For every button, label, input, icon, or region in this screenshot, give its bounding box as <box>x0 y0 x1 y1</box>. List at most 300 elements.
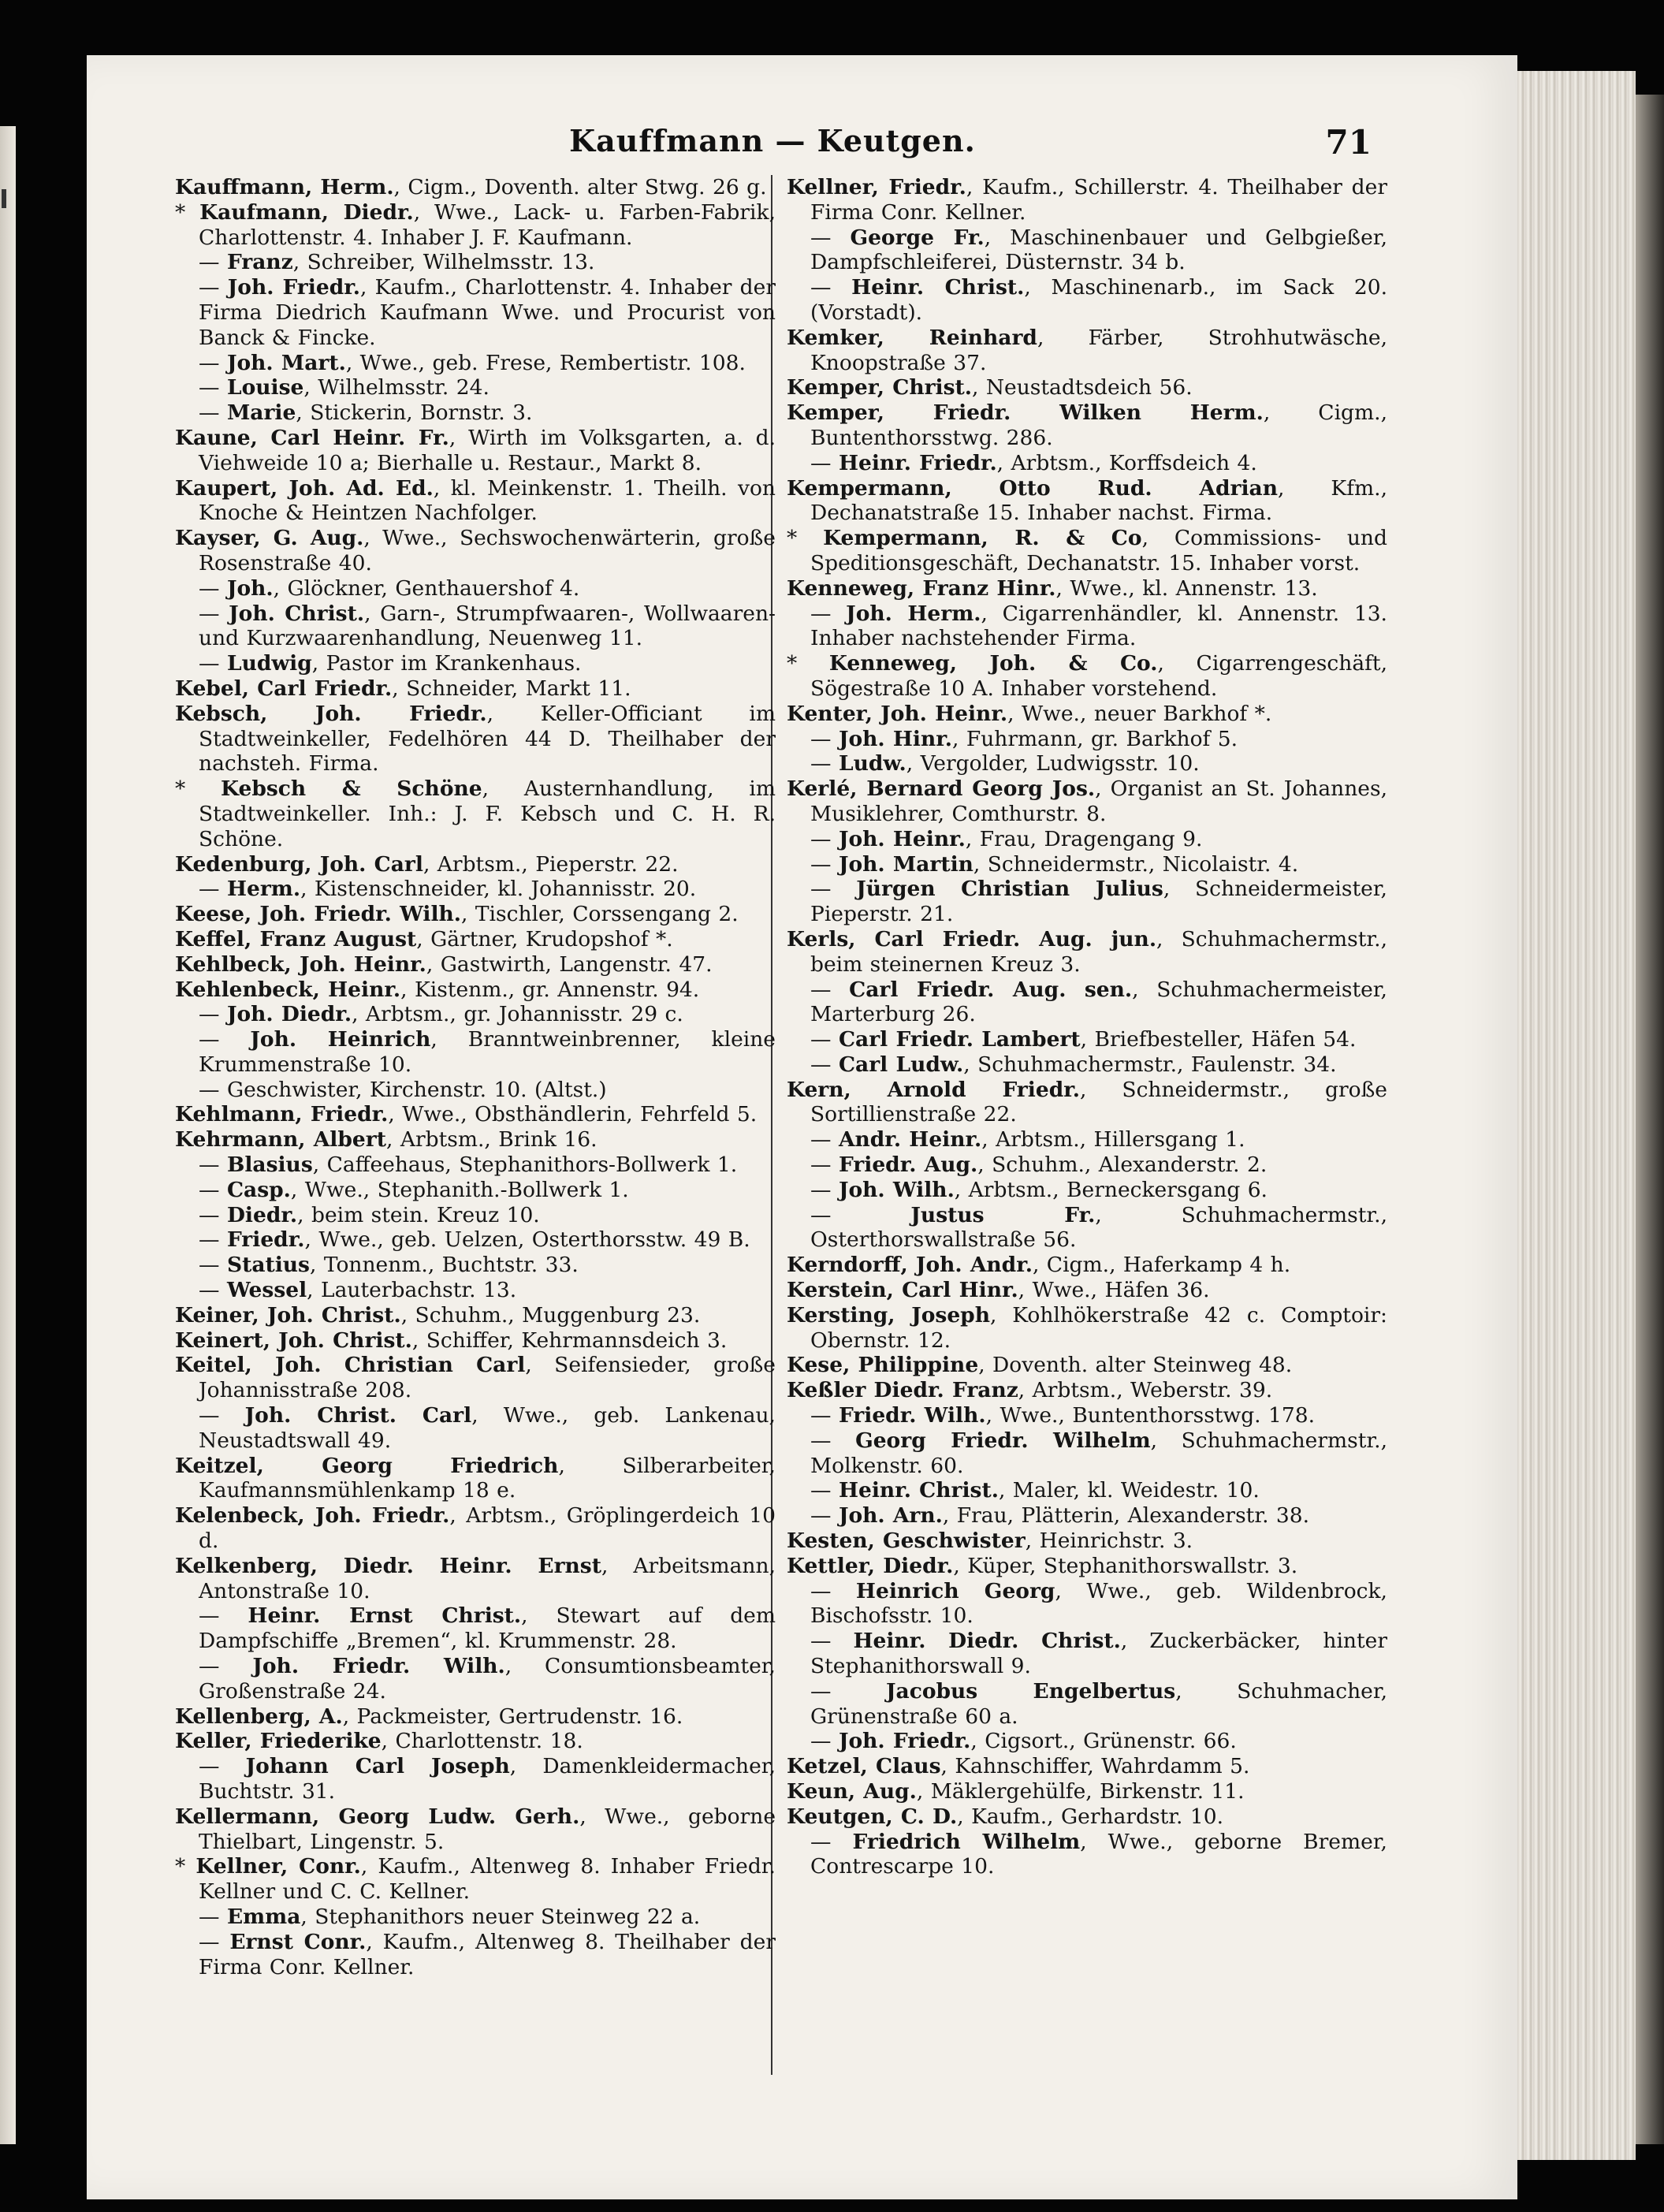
entry-lead: — <box>810 1829 853 1854</box>
entry-detail: , Wwe., Obsthändlerin, Fehrfeld 5. <box>388 1102 758 1127</box>
directory-entry <box>787 1178 1387 1203</box>
directory-entry <box>787 727 1387 752</box>
entry-lead: — <box>810 1729 839 1754</box>
entry-detail: , Schuhmachermstr., Molkenstr. 60. <box>810 1428 1387 1478</box>
directory-entry <box>787 702 1387 727</box>
entry-detail: , Wilhelmsstr. 24. <box>303 375 490 400</box>
entry-name: Joh. Diedr. <box>226 1002 352 1027</box>
directory-entry <box>175 1102 776 1127</box>
facing-page-edge <box>0 126 16 2144</box>
entry-name: Marie <box>226 400 296 426</box>
entry-detail: , Arbtsm., Weberstr. 39. <box>1018 1378 1273 1403</box>
entry-name: Kebel, Carl Friedr. <box>175 676 393 701</box>
entry-lead: — <box>199 1202 227 1227</box>
entry-name: George Fr. <box>850 225 985 250</box>
directory-entry <box>787 601 1387 652</box>
entry-name: Joh. Martin <box>838 851 973 877</box>
entry-name: Kaupert, Joh. Ad. Ed. <box>175 475 434 501</box>
directory-entry <box>175 1729 776 1754</box>
directory-entry <box>175 601 776 652</box>
entry-name: Kaufmann, Diedr. <box>199 199 414 225</box>
entry-name: Joh. Friedr. <box>227 275 360 300</box>
header-title: Kauffmann — Keutgen. <box>569 123 976 158</box>
entry-name: Heinrich Georg <box>855 1578 1055 1603</box>
entry-lead: — <box>810 1202 911 1227</box>
entry-detail: , Färber, Strohhutwäsche, Knoopstraße 37. <box>810 325 1387 375</box>
entry-lead: — <box>810 1578 856 1603</box>
directory-entry <box>787 1203 1387 1253</box>
entry-lead: — <box>199 877 227 902</box>
directory-entry <box>787 751 1387 776</box>
entry-lead: — <box>810 1403 839 1428</box>
directory-entry <box>175 902 776 927</box>
page-edges <box>1517 71 1636 2160</box>
entry-name: Kerndorff, Joh. Andr. <box>787 1253 1033 1278</box>
entry-name: Kempermann, Otto Rud. Adrian <box>787 475 1278 501</box>
entry-name: Carl Friedr. Aug. sen. <box>849 977 1133 1002</box>
entry-detail: , Wwe., geb. Frese, Rembertistr. 108. <box>345 350 746 375</box>
entry-detail: , Wwe., kl. Annenstr. 13. <box>1055 575 1318 601</box>
entry-name: Kemker, Reinhard <box>787 325 1037 350</box>
entry-detail: , Lauterbachstr. 13. <box>307 1278 517 1303</box>
book-edge-shadow <box>1636 95 1664 2144</box>
entry-name: Ludwig <box>226 651 312 676</box>
entry-name: Kebsch & Schöne <box>221 776 482 802</box>
entry-name: Wessel <box>226 1278 307 1303</box>
entry-detail: , Doventh. alter Steinweg 48. <box>978 1353 1293 1378</box>
entry-name: Joh. Heinr. <box>838 826 966 851</box>
directory-entry <box>787 1679 1387 1730</box>
entry-detail: , Fuhrmann, gr. Barkhof 5. <box>952 726 1238 751</box>
entry-detail: , Caffeehaus, Stephanithors-Bollwerk 1. <box>312 1153 738 1178</box>
directory-entry <box>175 1754 776 1804</box>
directory-entry <box>787 1353 1387 1378</box>
directory-entry <box>175 250 776 275</box>
entry-detail: , Wwe., geb. Wildenbrock, Bischofsstr. 10. <box>810 1578 1387 1629</box>
entry-detail: , Schuhmachermstr., beim steinernen Kreuz 3. <box>810 926 1387 977</box>
entry-lead: — <box>810 877 857 902</box>
entry-detail: , Schneidermeister, Pieperstr. 21. <box>810 877 1387 927</box>
directory-entry <box>175 351 776 376</box>
entry-name: Joh. <box>226 575 274 601</box>
entry-name: Kehrmann, Albert <box>175 1127 386 1153</box>
entry-lead: — <box>199 275 228 300</box>
entry-detail: , Charlottenstr. 18. <box>381 1729 583 1754</box>
entry-detail: , Kohlhökerstraße 42 c. Comptoir: Obernstr. 12. <box>810 1302 1387 1353</box>
entry-lead: — <box>810 275 852 300</box>
entry-name: Kempermann, R. & Co <box>823 526 1142 551</box>
entry-name: Heinr. Diedr. Christ. <box>853 1629 1121 1654</box>
directory-entry <box>787 1078 1387 1128</box>
entry-detail: , Arbtsm., Hillersgang 1. <box>981 1127 1245 1153</box>
directory-entry <box>787 1554 1387 1579</box>
entry-detail: , Schuhmachermeister, Marterburg 26. <box>810 977 1387 1027</box>
entry-detail: , Neustadtsdeich 56. <box>972 375 1193 400</box>
entry-detail: , Cigarrengeschäft, Sögestraße 10 A. Inhaber vorstehend. <box>810 651 1387 701</box>
entry-lead: — <box>810 1503 839 1529</box>
entry-lead: — <box>810 1153 839 1178</box>
entry-detail: , Wwe., neuer Barkhof *. <box>1007 701 1272 726</box>
directory-entry <box>175 1905 776 1930</box>
directory-entry <box>175 978 776 1003</box>
entry-name: Friedr. Aug. <box>838 1153 978 1178</box>
entry-detail: , Gärtner, Krudopshof *. <box>416 926 673 951</box>
entry-detail: , Wwe., geborne Bremer, Contrescarpe 10. <box>810 1829 1387 1879</box>
entry-detail: , Kaufm., Altenweg 8. Theilhaber der Firma Conr. Kellner. <box>199 1929 776 1979</box>
entry-name: Kebsch, Joh. Friedr. <box>175 701 487 726</box>
entry-name: Keutgen, C. D. <box>787 1804 958 1829</box>
entry-name: Ketzel, Claus <box>787 1754 941 1779</box>
entry-name: Kettler, Diedr. <box>787 1553 954 1578</box>
entry-detail: , kl. Meinkenstr. 1. Theilh. von Knoche & Heintzen Nachfolger. <box>199 475 776 526</box>
directory-entry <box>787 1253 1387 1278</box>
directory-entry <box>787 877 1387 927</box>
entry-name: Kehlbeck, Joh. Heinr. <box>175 951 426 977</box>
entry-name: Andr. Heinr. <box>838 1127 982 1153</box>
entry-lead: — <box>199 375 227 400</box>
entry-detail: , Seifensieder, große Johannisstraße 208. <box>199 1353 776 1403</box>
entry-lead: — <box>810 826 839 851</box>
entry-detail: , Silberarbeiter, Kaufmannsmühlenkamp 18 e. <box>199 1453 776 1503</box>
entry-name: Blasius <box>226 1153 313 1178</box>
directory-entry <box>175 927 776 952</box>
entry-detail: , Kaufm., Charlottenstr. 4. Inhaber der Firma Diedrich Kaufmann Wwe. und Procurist von Banck & Fincke. <box>199 275 776 350</box>
entry-name: Kehlmann, Friedr. <box>175 1102 389 1127</box>
directory-entry <box>175 776 776 851</box>
directory-entry <box>175 952 776 978</box>
directory-entry <box>787 526 1387 576</box>
entry-detail: , Wwe., geb. Uelzen, Osterthorsstw. 49 B. <box>304 1227 750 1253</box>
entry-name: Kellner, Conr. <box>195 1854 361 1879</box>
entry-name: Kayser, G. Aug. <box>175 526 364 551</box>
entry-lead: * <box>175 199 200 225</box>
entry-detail: , Mäklergehülfe, Birkenstr. 11. <box>916 1779 1245 1804</box>
entry-name: Herm. <box>226 877 301 902</box>
entry-detail: , Pastor im Krankenhaus. <box>311 651 582 676</box>
entry-detail: , Garn-, Strumpfwaaren-, Wollwaaren- und Kurzwaarenhandlung, Neuenweg 11. <box>199 601 776 651</box>
entry-name: Kellner, Friedr. <box>787 175 966 199</box>
directory-entry <box>175 651 776 676</box>
entry-name: Georg Friedr. Wilhelm <box>855 1428 1151 1453</box>
entry-name: Kerlé, Bernard Georg Jos. <box>787 776 1096 802</box>
entry-name: Casp. <box>226 1177 291 1202</box>
entry-name: Joh. Friedr. <box>838 1729 971 1754</box>
entry-detail: , Kfm., Dechanatstraße 15. Inhaber nachst. Firma. <box>810 475 1387 526</box>
entry-name: Kerstein, Carl Hinr. <box>787 1278 1018 1303</box>
entry-name: Heinr. Christ. <box>851 275 1025 300</box>
entry-lead: — <box>810 450 839 475</box>
entry-detail: , Briefbesteller, Häfen 54. <box>1080 1027 1357 1052</box>
entry-name: Ernst Conr. <box>229 1929 367 1954</box>
directory-entry <box>787 1127 1387 1153</box>
entry-name: Statius <box>226 1253 310 1278</box>
entry-lead: * <box>787 651 829 676</box>
entry-lead: — <box>199 601 229 626</box>
directory-entry <box>175 1654 776 1704</box>
entry-detail: , Schuhm., Alexanderstr. 2. <box>977 1153 1268 1178</box>
directory-entry <box>175 1178 776 1203</box>
directory-entry <box>787 1830 1387 1880</box>
entry-name: Kelkenberg, Diedr. Heinr. Ernst <box>175 1553 601 1578</box>
directory-entry <box>175 1328 776 1354</box>
directory-entry <box>175 1930 776 1980</box>
entry-lead: — <box>199 1077 227 1102</box>
entry-name: Keitzel, Georg Friedrich <box>175 1453 559 1478</box>
entry-lead: — <box>810 726 839 751</box>
directory-entry <box>175 275 776 350</box>
directory-entry <box>787 275 1387 326</box>
entry-detail: , Kistenschneider, kl. Johannisstr. 20. <box>300 877 697 902</box>
entry-detail: , Glöckner, Genthauershof 4. <box>273 575 580 601</box>
entry-lead: — <box>810 1027 839 1052</box>
directory-entry <box>787 927 1387 978</box>
directory-entry <box>175 702 776 776</box>
directory-entry <box>175 1203 776 1228</box>
entry-lead: — <box>810 1629 854 1654</box>
entry-detail: , Arbtsm., Gröplingerdeich 10 d. <box>199 1503 776 1554</box>
entry-name: Jacobus Engelbertus <box>885 1678 1176 1704</box>
entry-lead: — <box>199 1654 253 1679</box>
directory-entry <box>787 1804 1387 1830</box>
entry-name: Kellenberg, A. <box>175 1704 343 1729</box>
entry-name: Heinr. Friedr. <box>838 450 997 475</box>
entry-name: Heinr. Christ. <box>838 1478 999 1503</box>
directory-entry <box>175 1303 776 1328</box>
entry-detail: , Wwe., Häfen 36. <box>1018 1278 1210 1303</box>
entry-name: Kehlenbeck, Heinr. <box>175 977 401 1002</box>
entry-lead: * <box>175 776 221 802</box>
directory-entry <box>175 852 776 877</box>
entry-lead: * <box>175 1854 196 1879</box>
left-column <box>175 175 776 2106</box>
directory-entry <box>175 1854 776 1905</box>
entry-name: Heinr. Ernst Christ. <box>248 1603 522 1629</box>
entry-name: Kauffmann, Herm. <box>175 175 394 199</box>
directory-entry <box>175 1554 776 1604</box>
entry-name: Kelenbeck, Joh. Friedr. <box>175 1503 450 1529</box>
entry-detail: , Arbtsm., gr. Johannisstr. 29 c. <box>352 1002 683 1027</box>
entry-detail: , Frau, Dragengang 9. <box>965 826 1203 851</box>
entry-detail: , Kistenm., gr. Annenstr. 94. <box>400 977 700 1002</box>
directory-entry <box>175 1403 776 1454</box>
entry-lead: — <box>199 1929 230 1954</box>
entry-name: Kerls, Carl Friedr. Aug. jun. <box>787 926 1157 951</box>
entry-detail: , Commissions- und Speditionsgeschäft, Dechanatstr. 15. Inhaber vorst. <box>810 526 1387 575</box>
entry-name: Kersting, Joseph <box>787 1302 990 1328</box>
entry-name: Kemper, Friedr. Wilken Herm. <box>787 400 1264 426</box>
entry-lead: * <box>787 526 824 551</box>
entry-detail: , Küper, Stephanithorswallstr. 3. <box>953 1553 1298 1578</box>
entry-detail: , Cigm., Haferkamp 4 h. <box>1032 1253 1291 1278</box>
entry-name: Kesten, Geschwister <box>787 1529 1026 1554</box>
directory-entry <box>787 1428 1387 1479</box>
directory-entry <box>787 852 1387 877</box>
entry-detail: , Arbtsm., Korffsdeich 4. <box>996 450 1257 475</box>
entry-detail: , Heinrichstr. 3. <box>1025 1529 1193 1554</box>
entry-name: Friedr. Wilh. <box>838 1403 986 1428</box>
entry-lead: — <box>199 1153 227 1178</box>
entry-detail: , Schneidermstr., Nicolaistr. 4. <box>973 851 1299 877</box>
directory-entry <box>787 1503 1387 1529</box>
directory-entry <box>787 978 1387 1028</box>
entry-lead: — <box>810 751 839 776</box>
entry-name: Kemper, Christ. <box>787 375 972 400</box>
directory-entry <box>175 676 776 702</box>
entry-lead: — <box>199 1278 227 1303</box>
entry-name: Kedenburg, Joh. Carl <box>175 851 423 877</box>
entry-name: Joh. Friedr. Wilh. <box>252 1654 505 1679</box>
entry-detail: , Arbtsm., Brink 16. <box>385 1127 597 1153</box>
directory-entry <box>787 1754 1387 1779</box>
entry-lead: — <box>199 1253 227 1278</box>
entry-detail: , Wirth im Volksgarten, a. d. Viehweide 10 a; Bierhalle u. Restaur., Markt 8. <box>199 425 776 475</box>
entry-name: Joh. Christ. <box>229 601 365 626</box>
directory-entry <box>787 1153 1387 1178</box>
entry-lead: — <box>199 1027 251 1052</box>
entry-name: Justus Fr. <box>910 1202 1096 1227</box>
entry-lead: — <box>810 1428 856 1453</box>
entry-name: Kern, Arnold Friedr. <box>787 1077 1080 1102</box>
entry-detail: , Maler, kl. Weidestr. 10. <box>998 1478 1260 1503</box>
directory-entry <box>175 1353 776 1403</box>
entry-detail: , Wwe., Stephanith.-Bollwerk 1. <box>290 1177 629 1202</box>
entry-lead: — <box>199 350 227 375</box>
page-number: 71 <box>1325 123 1372 162</box>
entry-detail: , Kaufm., Gerhardstr. 10. <box>957 1804 1223 1829</box>
entry-lead: — <box>810 1177 839 1202</box>
directory-entry <box>787 776 1387 827</box>
directory-entry <box>175 476 776 527</box>
directory-entry <box>175 1127 776 1153</box>
entry-detail: , Zuckerbäcker, hinter Stephanithorswall 9. <box>810 1629 1387 1679</box>
entry-detail: , Maschinenarb., im Sack 20. (Vorstadt). <box>810 275 1387 325</box>
entry-name: Keiner, Joh. Christ. <box>175 1302 401 1328</box>
entry-detail: , Kahnschiffer, Wahrdamm 5. <box>940 1754 1250 1779</box>
entry-name: Friedrich Wilhelm <box>852 1829 1081 1854</box>
entry-detail: , Tischler, Corssengang 2. <box>461 902 739 927</box>
entry-lead: — <box>810 1127 839 1153</box>
entry-detail: , Packmeister, Gertrudenstr. 16. <box>342 1704 683 1729</box>
directory-entry <box>175 175 776 200</box>
directory-entry <box>787 175 1387 225</box>
entry-detail: , Kaufm., Altenweg 8. Inhaber Friedr. Kellner und C. C. Kellner. <box>199 1854 776 1905</box>
directory-entry <box>175 426 776 476</box>
entry-name: Franz <box>226 250 293 275</box>
entry-detail: , Stewart auf dem Dampfschiffe „Bremen“, kl. Krummenstr. 28. <box>199 1603 776 1654</box>
entry-detail: , beim stein. Kreuz 10. <box>297 1202 540 1227</box>
entry-name: Emma <box>226 1904 301 1929</box>
directory-entry <box>787 225 1387 276</box>
entry-name: Keller, Friederike <box>175 1729 382 1754</box>
entry-detail: , Cigm., Buntenthorsstwg. 286. <box>810 400 1387 450</box>
directory-entry <box>787 1629 1387 1679</box>
entry-name: Kenneweg, Franz Hinr. <box>787 575 1056 601</box>
entry-detail: , Schreiber, Wilhelmsstr. 13. <box>292 250 595 275</box>
entry-name: Joh. Mart. <box>226 350 346 375</box>
entry-detail: , Wwe., Sechswochenwärterin, große Rosenstraße 40. <box>199 526 776 575</box>
directory-entry <box>175 1153 776 1178</box>
entry-lead: — <box>199 1403 245 1428</box>
entry-name: Keinert, Joh. Christ. <box>175 1328 412 1353</box>
entry-detail: , Arbtsm., Berneckersgang 6. <box>954 1177 1268 1202</box>
entry-detail: , Wwe., geb. Lankenau, Neustadtswall 49. <box>199 1403 776 1453</box>
entry-name: Kese, Philippine <box>787 1353 979 1378</box>
directory-entry <box>175 1278 776 1303</box>
entry-detail: , Gastwirth, Langenstr. 47. <box>426 951 713 977</box>
entry-lead: — <box>199 651 227 676</box>
entry-detail: , Arbeitsmann, Antonstraße 10. <box>199 1553 776 1603</box>
entry-detail: , Stephanithors neuer Steinweg 22 a. <box>300 1904 701 1929</box>
entry-detail: , Vergolder, Ludwigsstr. 10. <box>906 751 1200 776</box>
entry-name: Joh. Arn. <box>838 1503 943 1529</box>
entry-detail: , Schiffer, Kehrmannsdeich 3. <box>411 1328 728 1353</box>
directory-entry <box>175 1002 776 1027</box>
running-header <box>173 118 1372 166</box>
directory-entry <box>787 400 1387 451</box>
directory-entry <box>787 1478 1387 1503</box>
entry-lead: — <box>199 1603 248 1629</box>
entry-detail: , Arbtsm., Pieperstr. 22. <box>423 851 679 877</box>
directory-entry <box>175 1227 776 1253</box>
entry-lead: — <box>199 1904 227 1929</box>
directory-entry <box>175 200 776 251</box>
entry-detail: , Cigm., Doventh. alter Stwg. 26 g. <box>393 175 767 199</box>
entry-lead: — <box>199 1754 246 1779</box>
entry-name: Joh. Christ. Carl <box>244 1403 472 1428</box>
entry-lead: — <box>199 250 227 275</box>
entry-name: Jürgen Christian Julius <box>856 877 1163 902</box>
directory-entry <box>787 1579 1387 1629</box>
directory-entry <box>175 375 776 400</box>
directory-entry <box>175 1704 776 1730</box>
entry-lead: — <box>810 225 851 250</box>
directory-entry <box>175 576 776 601</box>
directory-entry <box>787 827 1387 852</box>
directory-entry <box>175 877 776 902</box>
directory-entry <box>175 400 776 426</box>
directory-entry <box>787 651 1387 702</box>
directory-entry <box>787 476 1387 527</box>
entry-detail: , Wwe., Lack- u. Farben-Fabrik, Charlottenstr. 4. Inhaber J. F. Kaufmann. <box>199 199 776 250</box>
directory-entry <box>175 1804 776 1855</box>
entry-detail: , Frau, Plätterin, Alexanderstr. 38. <box>942 1503 1310 1529</box>
entry-name: Friedr. <box>226 1227 305 1253</box>
entry-name: Kaune, Carl Heinr. Fr. <box>175 425 449 450</box>
entry-name: Joh. Hinr. <box>838 726 952 751</box>
entry-lead: — <box>199 400 227 426</box>
directory-entry <box>787 451 1387 476</box>
entry-name: Kenter, Joh. Heinr. <box>787 701 1008 726</box>
directory-entry <box>787 1303 1387 1354</box>
directory-entry <box>787 1378 1387 1403</box>
facing-page-mark <box>2 189 6 208</box>
directory-entry <box>175 1253 776 1278</box>
entry-detail: , Tonnenm., Buchtstr. 33. <box>309 1253 579 1278</box>
entry-detail: , Schuhmacher, Grünenstraße 60 a. <box>810 1678 1387 1729</box>
directory-entry <box>787 1027 1387 1052</box>
directory-entry <box>175 1078 776 1103</box>
directory-entry <box>175 526 776 576</box>
entry-name: Keßler Diedr. Franz <box>787 1378 1018 1403</box>
entry-name: Joh. Wilh. <box>838 1177 955 1202</box>
directory-entry <box>787 1729 1387 1754</box>
entry-name: Joh. Herm. <box>846 601 981 626</box>
entry-lead: — <box>199 1002 227 1027</box>
entry-detail: , Cigarrenhändler, kl. Annenstr. 13. Inhaber nachstehender Firma. <box>810 601 1387 651</box>
entry-detail: , Schneider, Markt 11. <box>392 676 631 701</box>
entry-lead: — <box>810 601 847 626</box>
entry-name: Louise <box>226 375 304 400</box>
